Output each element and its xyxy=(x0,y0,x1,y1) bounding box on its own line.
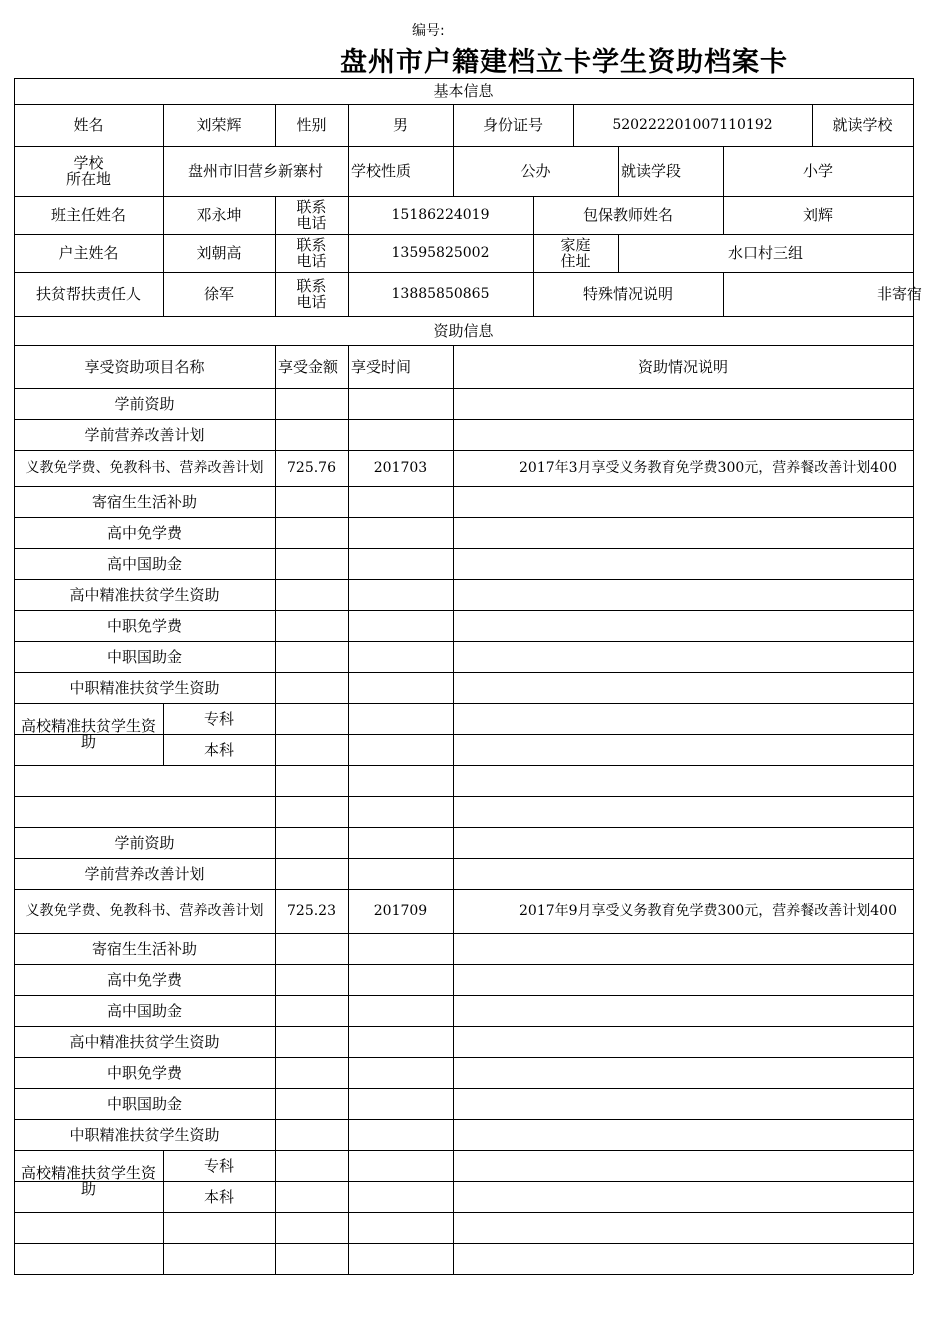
university-aid-label: 高校精准扶贫学生资助 xyxy=(20,717,156,751)
college-label: 专科 xyxy=(203,1156,234,1175)
school-location-label: 学校 所在地 xyxy=(65,154,111,188)
head-teacher-value: 邓永坤 xyxy=(196,206,242,224)
teacher-phone-value: 15186224019 xyxy=(391,206,490,223)
poverty-officer-label: 扶贫帮扶责任人 xyxy=(35,285,141,303)
college-label: 专科 xyxy=(203,709,234,728)
aid-item-name: 高中精准扶贫学生资助 xyxy=(69,585,220,604)
page-title: 盘州市户籍建档立卡学生资助档案卡 xyxy=(340,47,788,78)
name-label: 姓名 xyxy=(73,116,104,134)
school-type-label: 学校性质 xyxy=(351,162,412,180)
id-number-value: 520222201007110192 xyxy=(612,116,773,133)
grid-line xyxy=(348,388,349,1274)
aid-item-name: 中职精准扶贫学生资助 xyxy=(69,678,220,697)
university-aid-label: 高校精准扶贫学生资助 xyxy=(20,1164,156,1198)
aid-amount-value: 725.23 xyxy=(287,902,336,919)
aid-item-name: 中职国助金 xyxy=(106,647,182,666)
head-teacher-label: 班主任姓名 xyxy=(50,206,126,224)
id-number-label: 身份证号 xyxy=(482,116,543,134)
aid-item-name: 学前营养改善计划 xyxy=(84,425,205,444)
mentor-teacher-label: 包保教师姓名 xyxy=(582,206,673,224)
column-header-item: 享受资助项目名称 xyxy=(84,357,205,376)
grid-line xyxy=(453,388,454,1274)
school-type-value: 公办 xyxy=(520,162,551,180)
aid-item-name: 中职国助金 xyxy=(106,1094,182,1113)
aid-item-name: 中职免学费 xyxy=(106,1063,182,1082)
aid-item-name: 高中国助金 xyxy=(106,554,182,573)
householder-value: 刘朝高 xyxy=(196,244,242,262)
gender-value: 男 xyxy=(392,116,408,134)
aid-item-name: 高中国助金 xyxy=(106,1001,182,1020)
gender-label: 性别 xyxy=(296,116,327,134)
name-value: 刘荣辉 xyxy=(196,116,242,134)
special-situation-value: 非寄宿 xyxy=(877,285,923,303)
grid-line xyxy=(14,1243,913,1244)
home-address-label: 家庭 住址 xyxy=(560,236,591,270)
serial-number-label: 编号: xyxy=(412,23,445,39)
school-stage-label: 就读学段 xyxy=(621,162,682,180)
aid-item-name: 义教免学费、免教科书、营养改善计划 xyxy=(25,902,264,919)
aid-item-name: 学前资助 xyxy=(114,833,175,852)
aid-item-name: 寄宿生生活补助 xyxy=(91,939,197,958)
householder-phone-label: 联系 电话 xyxy=(296,236,327,270)
aid-time-value: 201709 xyxy=(373,902,428,919)
poverty-officer-phone-label: 联系 电话 xyxy=(296,277,327,311)
poverty-officer-phone-value: 13885850865 xyxy=(391,285,490,302)
column-header-description: 资助情况说明 xyxy=(637,357,728,376)
column-header-time: 享受时间 xyxy=(351,357,412,376)
section-title-aid-info: 资助信息 xyxy=(433,321,494,340)
householder-label: 户主姓名 xyxy=(58,244,119,262)
grid-line xyxy=(14,1274,913,1275)
bachelor-label: 本科 xyxy=(203,1187,234,1206)
grid-line xyxy=(14,765,913,766)
aid-item-name: 寄宿生生活补助 xyxy=(91,492,197,511)
aid-time-value: 201703 xyxy=(373,459,428,476)
grid-line xyxy=(913,78,914,1274)
aid-item-name: 中职免学费 xyxy=(106,616,182,635)
bachelor-label: 本科 xyxy=(203,740,234,759)
aid-item-name: 高中精准扶贫学生资助 xyxy=(69,1032,220,1051)
aid-description-value: 2017年9月享受义务教育免学费300元，营养餐改善计划400 xyxy=(519,902,897,919)
aid-item-name: 高中免学费 xyxy=(106,523,182,542)
aid-item-name: 高中免学费 xyxy=(106,970,182,989)
special-situation-label: 特殊情况说明 xyxy=(582,285,673,303)
aid-item-name: 义教免学费、免教科书、营养改善计划 xyxy=(25,459,264,476)
school-label: 就读学校 xyxy=(832,116,893,134)
aid-item-name: 学前资助 xyxy=(114,394,175,413)
school-stage-value: 小学 xyxy=(802,162,833,180)
aid-description-value: 2017年3月享受义务教育免学费300元，营养餐改善计划400 xyxy=(519,459,897,476)
grid-line xyxy=(14,796,913,797)
aid-item-name: 中职精准扶贫学生资助 xyxy=(69,1125,220,1144)
section-title-basic-info: 基本信息 xyxy=(433,82,494,100)
school-location-value: 盘州市旧营乡新寨村 xyxy=(187,162,323,180)
teacher-phone-label: 联系 电话 xyxy=(296,198,327,232)
householder-phone-value: 13595825002 xyxy=(391,244,490,261)
column-header-amount: 享受金额 xyxy=(278,357,339,376)
grid-line xyxy=(14,1212,913,1213)
mentor-teacher-value: 刘辉 xyxy=(802,206,833,224)
archive-card-table xyxy=(14,78,923,1276)
poverty-officer-value: 徐军 xyxy=(203,285,234,303)
aid-item-name: 学前营养改善计划 xyxy=(84,864,205,883)
home-address-value: 水口村三组 xyxy=(727,244,803,262)
aid-amount-value: 725.76 xyxy=(287,459,336,476)
grid-line xyxy=(275,388,276,1274)
